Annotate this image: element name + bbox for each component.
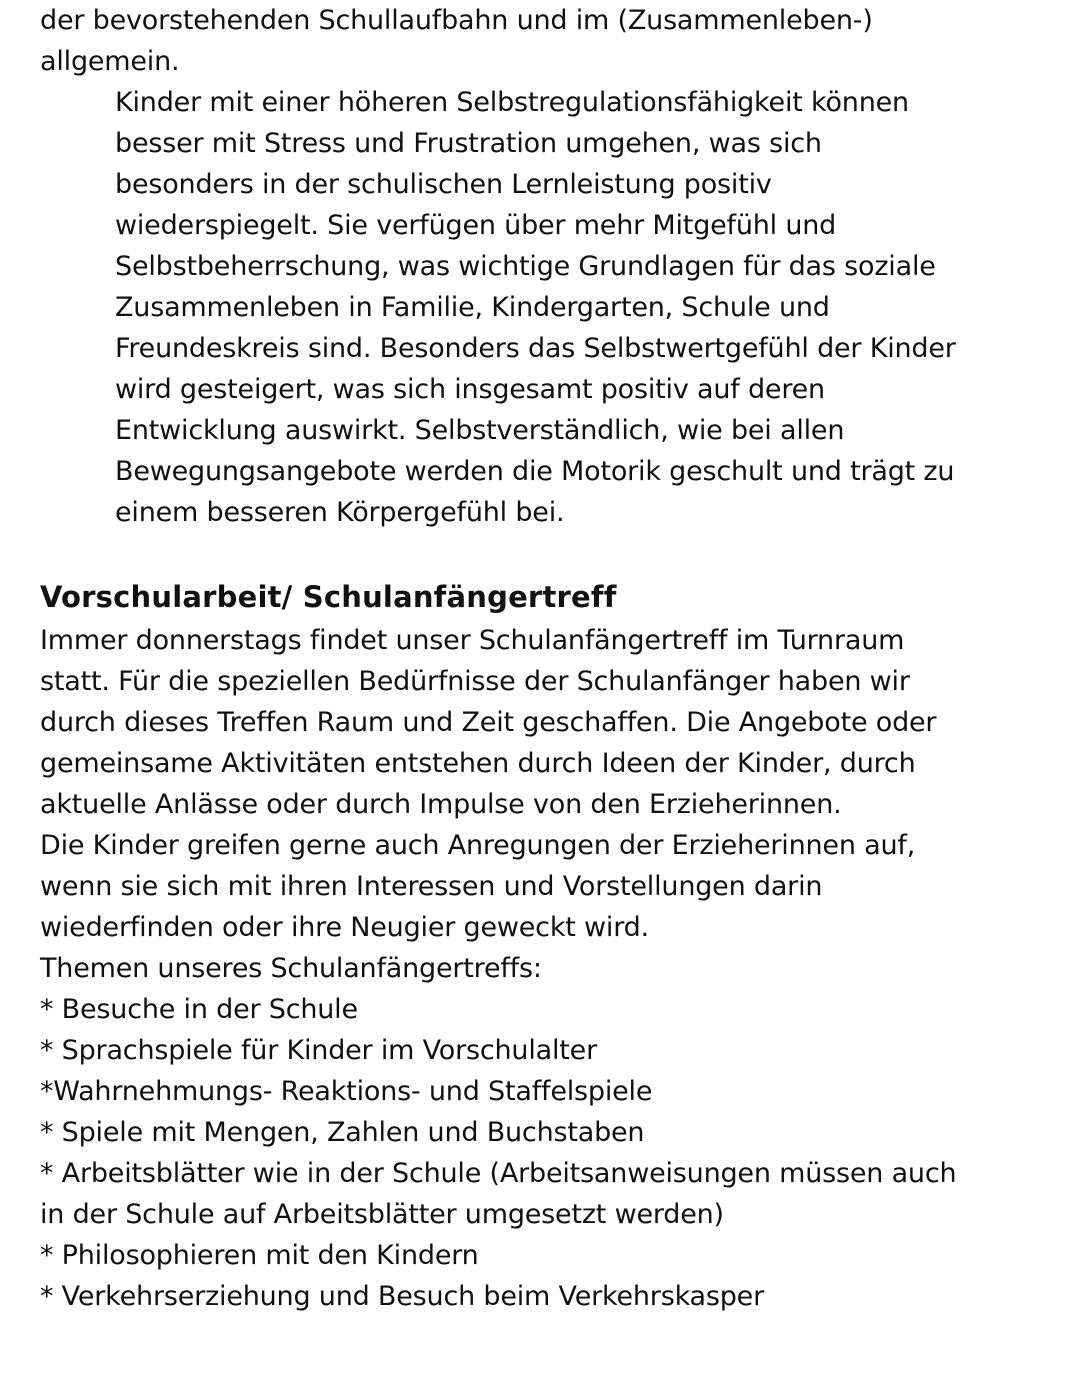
text-line: Kinder mit einer höheren Selbstregulationsfähigkeit können [115, 87, 909, 118]
list-item-continuation: in der Schule auf Arbeitsblätter umgesetzt werden) [40, 1199, 724, 1230]
text-line: Entwicklung auswirkt. Selbstverständlich, wie bei allen [115, 415, 845, 446]
text-line: wird gesteigert, was sich insgesamt positiv auf deren [115, 374, 825, 405]
text-line: besonders in der schulischen Lernleistung positiv [115, 169, 772, 200]
text-line: Die Kinder greifen gerne auch Anregungen der Erzieherinnen auf, [40, 830, 916, 861]
text-line: Immer donnerstags findet unser Schulanfängertreff im Turnraum [40, 625, 905, 656]
text-line: Themen unseres Schulanfängertreffs: [40, 953, 542, 984]
text-line: gemeinsame Aktivitäten entstehen durch Ideen der Kinder, durch [40, 748, 916, 779]
text-line: Freundeskreis sind. Besonders das Selbstwertgefühl der Kinder [115, 333, 956, 364]
text-line: allgemein. [40, 46, 180, 77]
text-line: wiederfinden oder ihre Neugier geweckt wird. [40, 912, 649, 943]
text-line: wiederspiegelt. Sie verfügen über mehr Mitgefühl und [115, 210, 837, 241]
text-line: durch dieses Treffen Raum und Zeit geschaffen. Die Angebote oder [40, 707, 937, 738]
text-line: der bevorstehenden Schullaufbahn und im (Zusammenleben-) [40, 5, 873, 36]
text-line: einem besseren Körpergefühl bei. [115, 497, 565, 528]
list-item: *Wahrnehmungs- Reaktions- und Staffelspiele [40, 1076, 653, 1107]
list-item: * Spiele mit Mengen, Zahlen und Buchstaben [40, 1117, 645, 1148]
text-line: Bewegungsangebote werden die Motorik geschult und trägt zu [115, 456, 955, 487]
text-line: besser mit Stress und Frustration umgehen, was sich [115, 128, 822, 159]
text-line: Zusammenleben in Familie, Kindergarten, Schule und [115, 292, 830, 323]
list-item: * Sprachspiele für Kinder im Vorschulalter [40, 1035, 597, 1066]
list-item: * Philosophieren mit den Kindern [40, 1240, 479, 1271]
text-line: aktuelle Anlässe oder durch Impulse von den Erzieherinnen. [40, 789, 842, 820]
list-item: * Besuche in der Schule [40, 994, 358, 1025]
list-item: * Arbeitsblätter wie in der Schule (Arbeitsanweisungen müssen auch [40, 1158, 957, 1189]
text-line: wenn sie sich mit ihren Interessen und Vorstellungen darin [40, 871, 823, 902]
section-heading: Vorschularbeit/ Schulanfängertreff [40, 580, 617, 614]
text-line: statt. Für die speziellen Bedürfnisse der Schulanfänger haben wir [40, 666, 910, 697]
text-line: Selbstbeherrschung, was wichtige Grundlagen für das soziale [115, 251, 936, 282]
list-item: * Verkehrserziehung und Besuch beim Verkehrskasper [40, 1281, 764, 1312]
